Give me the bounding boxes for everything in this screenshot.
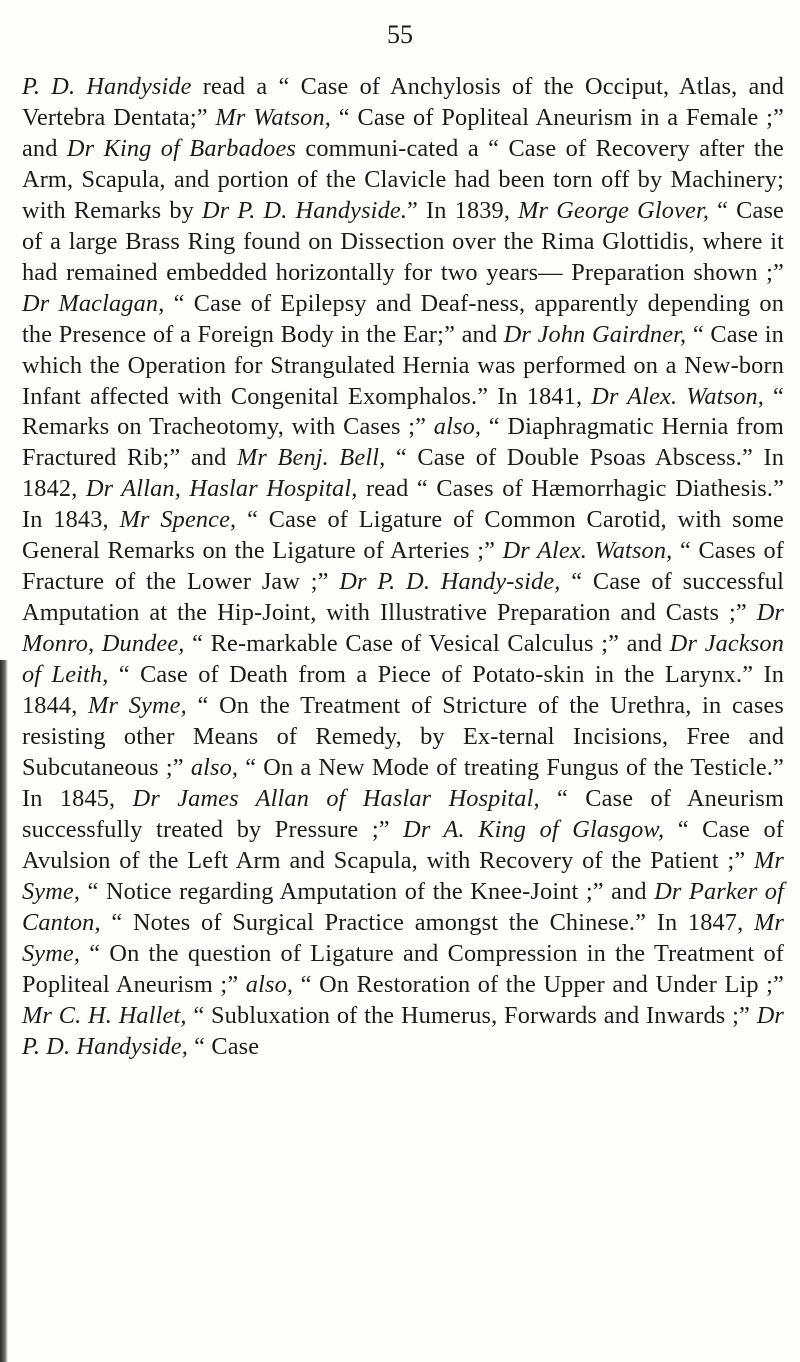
page-number: 55 [387, 20, 413, 49]
text-run: “ Diaphragmatic Hernia from Fractured Rib;” and [22, 413, 784, 472]
text-run: “ Notes of Surgical Practice amongst the Chinese.” In 1847, [100, 908, 754, 936]
text-run: “ Case of Avulsion of the Left Arm and Scapula, with Recovery of the Patient ;” [22, 815, 784, 874]
italic-run: Dr Alex. Watson, [502, 537, 673, 565]
italic-run: Mr C. H. Hallet, [22, 1001, 187, 1029]
text-run: “ On the Treatment of Stricture of the Urethra, in cases resisting other Means of Remedy, by Ex-ternal Incisions, Free and Subcutaneous ;” [22, 692, 784, 781]
italic-run: Dr Allan, Haslar Hospital, [85, 475, 358, 503]
text-run: “ Subluxation of the Humerus, Forwards and Inwards ;” [186, 1001, 757, 1029]
italic-run: P. D. Handyside [22, 73, 192, 100]
italic-run: also, [190, 753, 239, 781]
text-run: “ Case of a large Brass Ring found on Dissection over the Rima Glottidis, where it had remained embedded horizontally for two years— Preparation shown ;” [22, 196, 784, 286]
text-run: “ Case of Death from a Piece of Potato-skin in the Larynx.” In 1844, [22, 661, 784, 720]
text-run: “ On the question of Ligature and Compression in the Treatment of Popliteal Aneurism ;” [22, 939, 784, 998]
italic-run: Mr Syme, [22, 908, 784, 967]
text-run: “ Case [187, 1032, 260, 1060]
text-run: “ Case of Epilepsy and Deaf-ness, apparently depending on the Presence of a Foreign Body in the Ear;” and [22, 289, 784, 348]
italic-run: Mr Watson, [215, 103, 331, 131]
italic-run: also, [245, 970, 294, 998]
text-run: “ Case of successful Amputation at the Hip-Joint, with Illustrative Preparation and Casts ;” [22, 568, 784, 627]
italic-run: Mr Syme, [22, 846, 784, 905]
text-run: “ On Restoration of the Upper and Under Lip ;” [293, 970, 784, 998]
text-run: “ Case in which the Operation for Strangulated Hernia was performed on a New-born Infant affected with Congenital Exomphalos.” In 1841, [22, 320, 784, 410]
text-run: “ Remarks on Tracheotomy, with Cases ;” [22, 382, 784, 441]
body-paragraph [22, 72, 784, 1063]
text-run: “ On a New Mode of treating Fungus of the Testicle.” In 1845, [22, 753, 784, 812]
italic-run: Mr Benj. Bell, [236, 444, 386, 472]
text-run: read “ Cases of Hæmorrhagic Diathesis.” In 1843, [22, 475, 784, 534]
italic-run: Dr King of Barbadoes [66, 134, 297, 162]
text-run: ” In 1839, [407, 196, 519, 224]
italic-run: Dr Parker of Canton, [22, 877, 784, 936]
text-run: “ Cases of Fracture of the Lower Jaw ;” [22, 537, 784, 596]
italic-run: Mr George Glover, [518, 196, 710, 224]
text-run: “ Re-markable Case of Vesical Calculus ;” and [184, 630, 670, 658]
text-run: “ Case of Ligature of Common Carotid, with some General Remarks on the Ligature of Arteries ;” [22, 506, 784, 565]
text-run: communi-cated a “ Case of Recovery after the Arm, Scapula, and portion of the Clavicle had been torn off by Machinery; with Remarks by [22, 134, 784, 224]
text-run: “ Case of Double Psoas Abscess.” In 1842, [22, 444, 784, 503]
italic-run: Mr Syme, [88, 692, 187, 720]
text-run: “ Case of Aneurism successfully treated by Pressure ;” [22, 784, 785, 843]
italic-run: Dr P. D. Handyside, [22, 1001, 784, 1060]
text-run: “ Case of Popliteal Aneurism in a Female ;” and [22, 103, 784, 162]
italic-run: also, [433, 413, 482, 441]
italic-run: Mr Spence, [119, 506, 237, 534]
italic-run: Dr Alex. Watson, [591, 382, 764, 410]
binding-shadow [0, 660, 8, 1362]
italic-run: Dr A. King of Glasgow, [403, 815, 665, 843]
italic-run: Dr John Gairdner, [503, 320, 687, 348]
italic-run: Dr Maclagan, [22, 289, 165, 317]
italic-run: Dr James Allan of Haslar Hospital, [132, 784, 540, 812]
italic-run: Dr Monro, Dundee, [22, 599, 784, 658]
text-run: “ Notice regarding Amputation of the Knee-Joint ;” and [80, 877, 655, 905]
italic-run: Dr P. D. Handyside. [202, 196, 408, 224]
italic-run: Dr P. D. Handy-side, [339, 568, 561, 596]
italic-run: Dr Jackson of Leith, [22, 630, 784, 689]
text-run: read a “ Case of Anchylosis of the Occiput, Atlas, and Vertebra Dentata;” [22, 73, 784, 131]
